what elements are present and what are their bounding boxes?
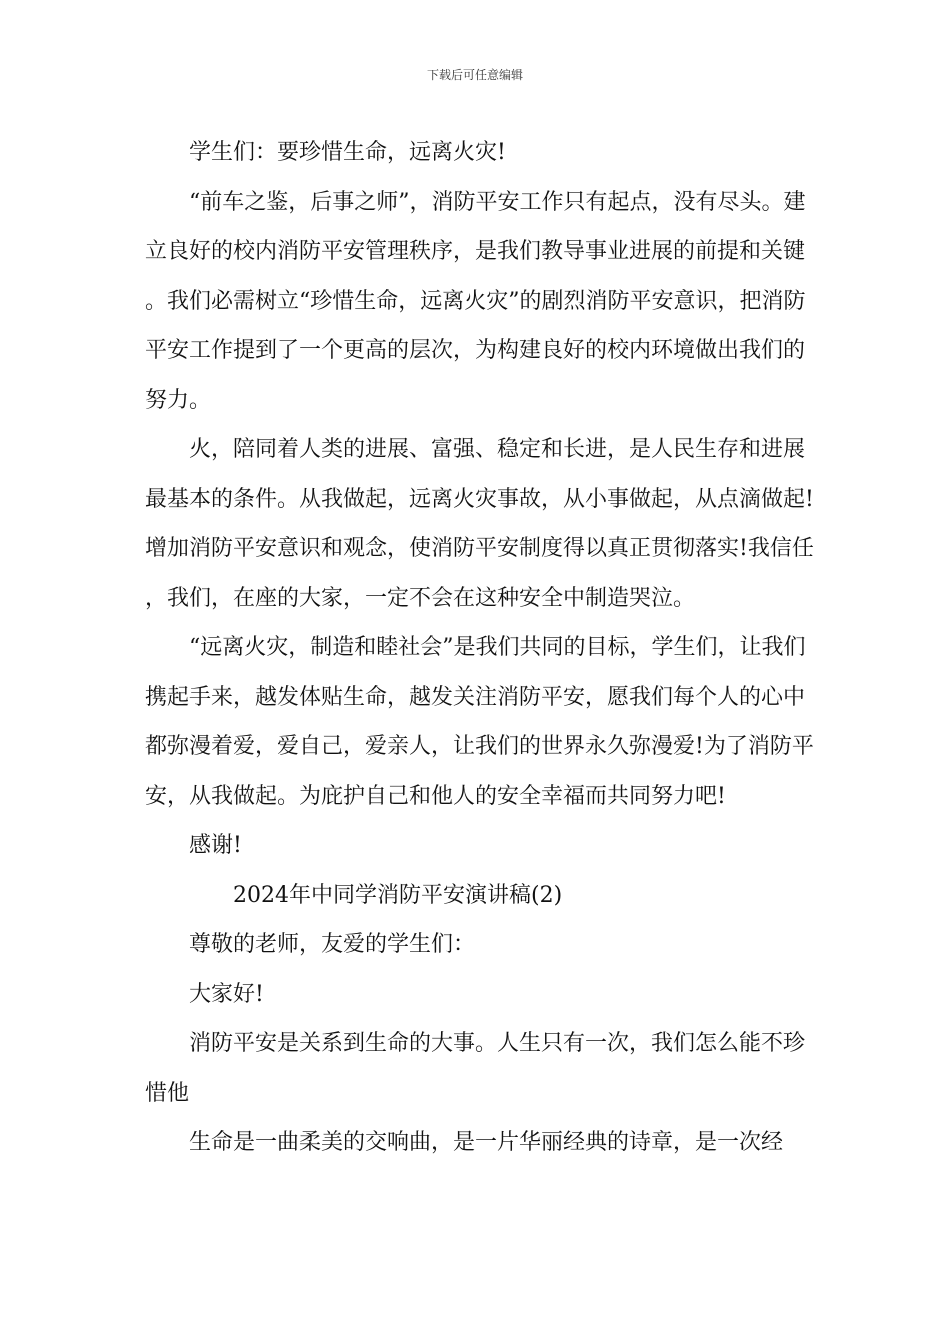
paragraph-life-symphony: 生命是一曲柔美的交响曲，是一片华丽经典的诗章，是一次经 — [189, 1130, 784, 1155]
page-header-note: 下载后可任意编辑 — [426, 68, 523, 82]
paragraph-thanks: 感谢! — [189, 833, 242, 858]
paragraph-fire-safety-management: “前车之鉴，后事之师”，消防平安工作只有起点，没有尽头。建立良好的校内消防平安管理秩序，是我们教导事业进展的前提和关键。我们必需树立“珍惜生命，远离火灾”的剧烈消防平安意识，把消防平安工作提到了一个更高的层次，为构建良好的校内环境做出我们的努力。 — [145, 189, 806, 413]
paragraph-hello: 大家好! — [189, 981, 264, 1007]
paragraph-greeting-students: 学生们：要珍惜生命，远离火灾! — [189, 140, 506, 165]
paragraph-fire-and-humanity: 火，陪同着人类的进展、富强、稳定和长进，是人民生存和进展最基本的条件。从我做起，远离火灾事故，从小事做起，从点滴做起!增加消防平安意识和观念，使消防平安制度得以真正贯彻落实!我信任，我们，在座的大家，一定不会在这种安全中制造哭泣。 — [145, 437, 814, 611]
document-body — [145, 128, 815, 1168]
paragraph-life-matters: 消防平安是关系到生命的大事。人生只有一次，我们怎么能不珍惜他 — [145, 1031, 806, 1106]
paragraph-salutation: 尊敬的老师，友爱的学生们： — [189, 932, 476, 957]
section-title: 2024年中同学消防平安演讲稿(2) — [233, 882, 563, 908]
paragraph-common-goal: “远离火灾，制造和睦社会”是我们共同的目标，学生们，让我们携起手来，越发体贴生命，越发关注消防平安，愿我们每个人的心中都弥漫着爱，爱自己，爱亲人，让我们的世界永久弥漫爱!为了消防平安，从我做起。为庇护自己和他人的安全幸福而共同努力吧! — [145, 635, 814, 809]
